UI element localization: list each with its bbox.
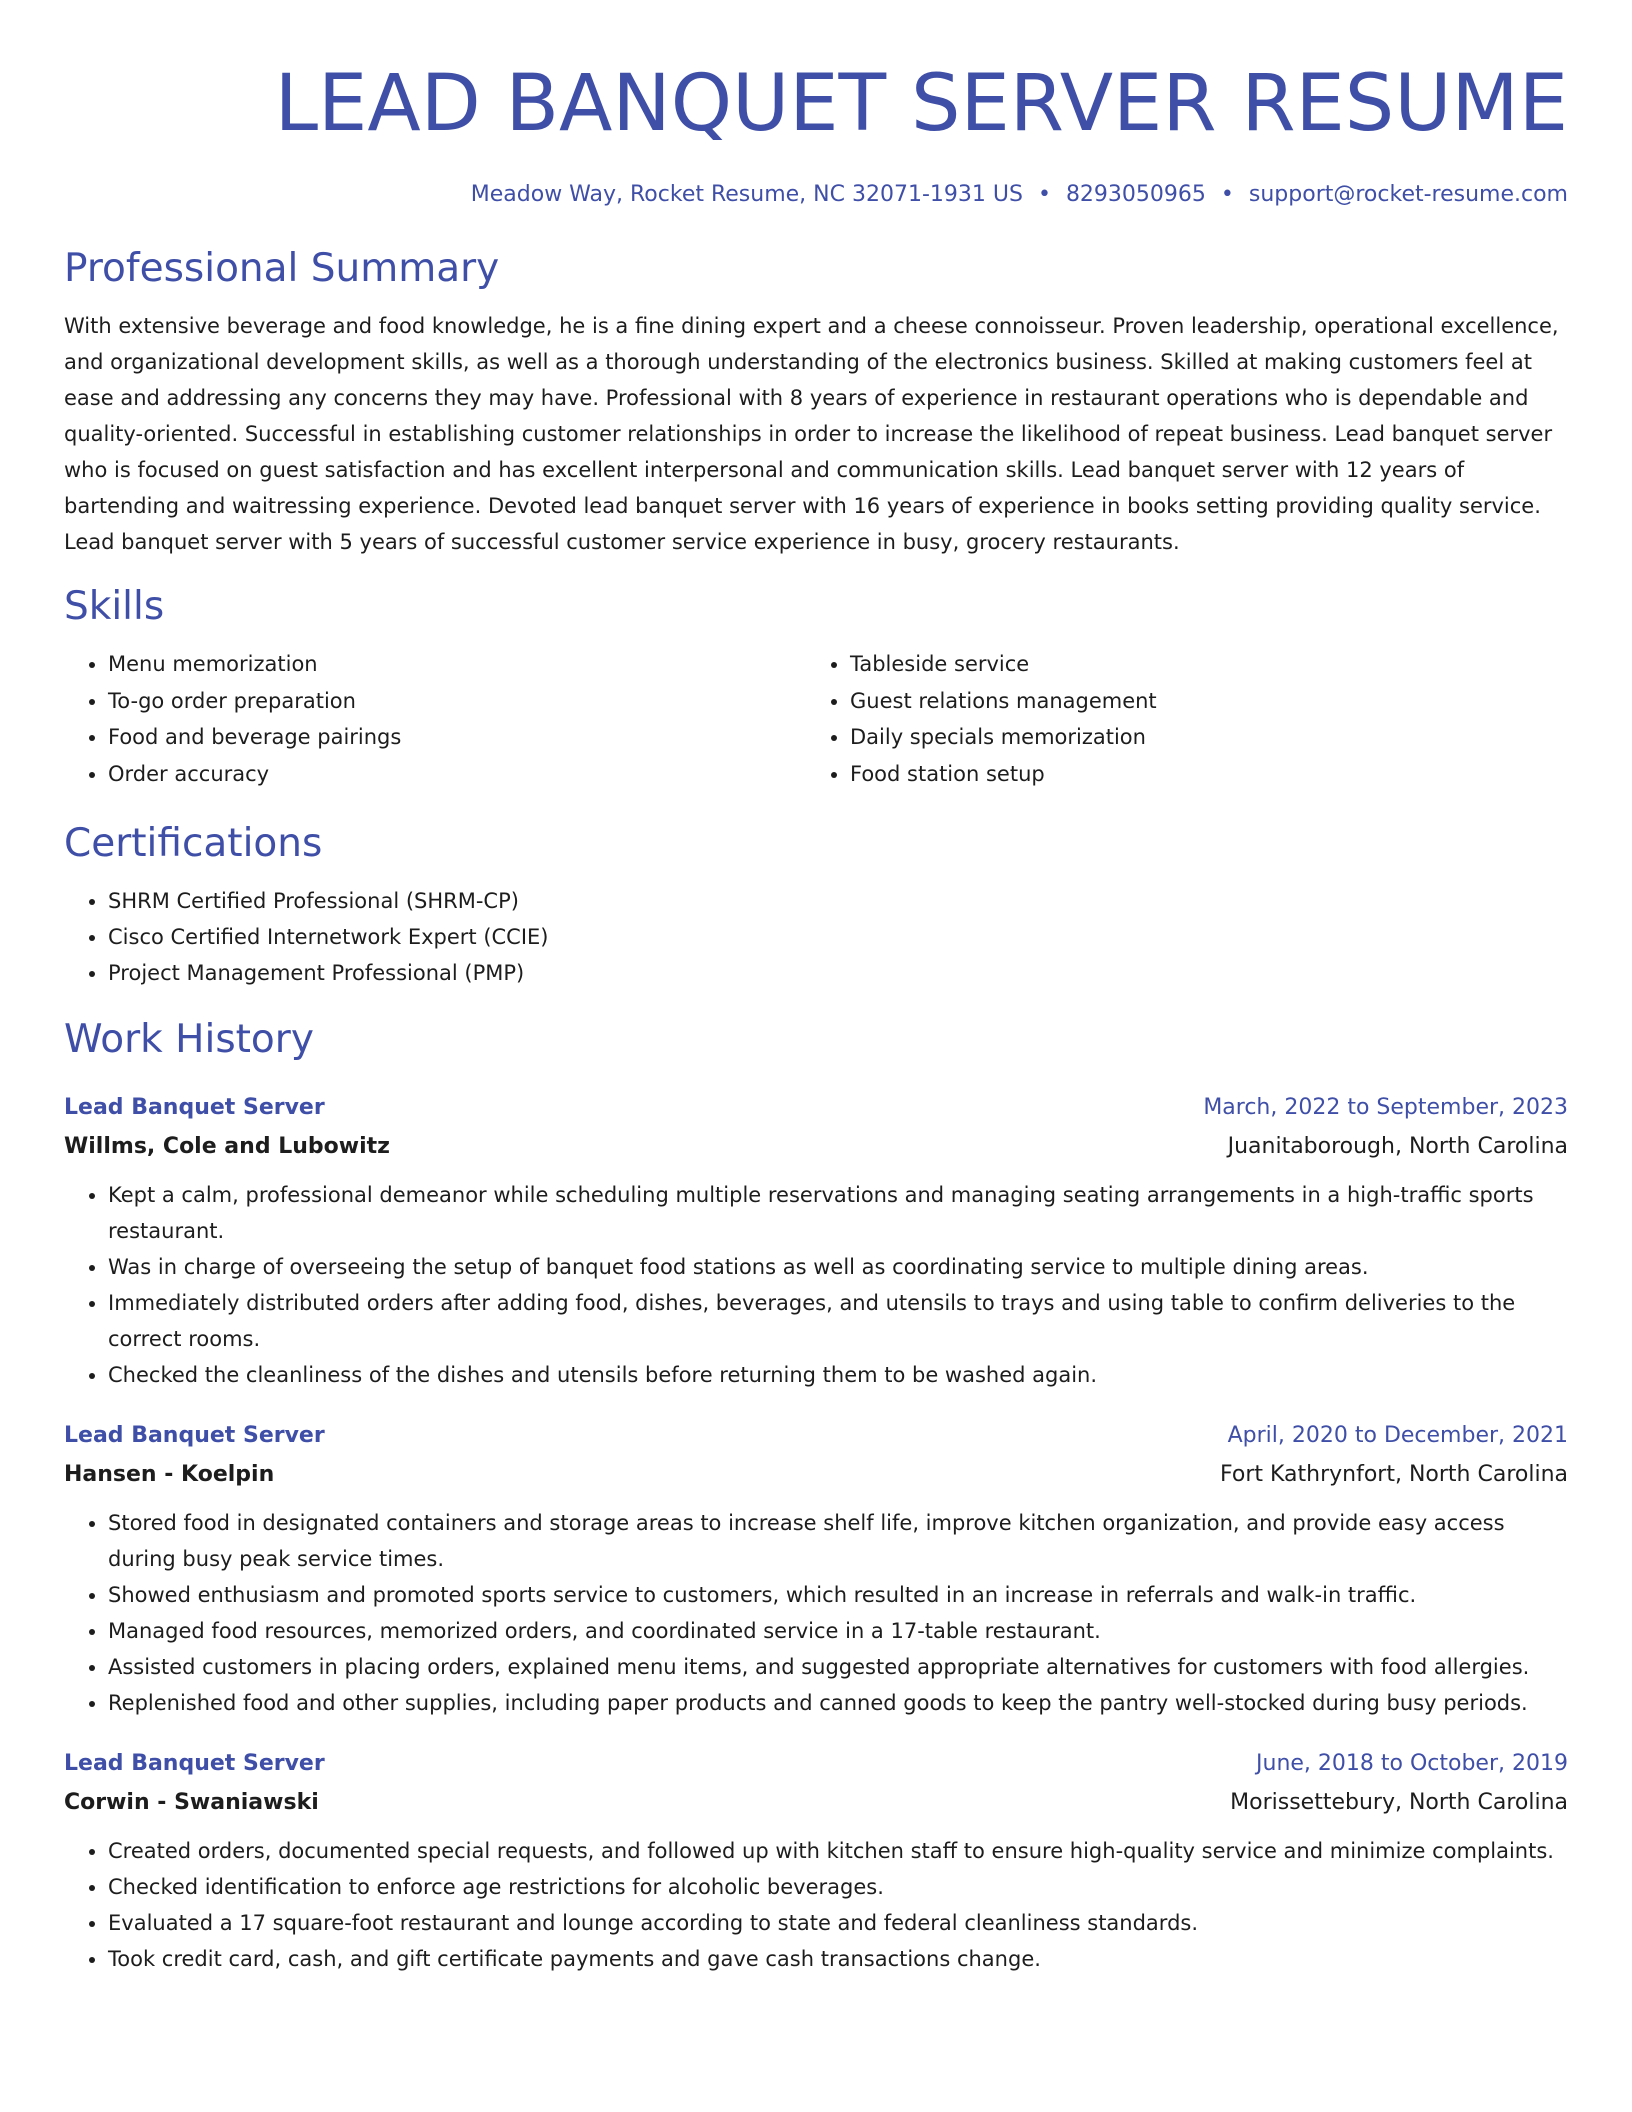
job-header-row xyxy=(64,1089,1568,1127)
resume-page xyxy=(64,0,1568,1977)
resume-title: LEAD BANQUET SERVER RESUME xyxy=(274,59,1568,149)
job-title: Lead Banquet Server xyxy=(64,1094,325,1120)
skill-item: • Guest relations management xyxy=(850,683,1548,720)
certification-item: • Cisco Certified Internetwork Expert (CCIE) xyxy=(108,919,1568,955)
job-company: Hansen - Koelpin xyxy=(64,1461,275,1487)
job-dates: March, 2022 to September, 2023 xyxy=(1203,1094,1568,1120)
certification-item: • SHRM Certified Professional (SHRM-CP) xyxy=(108,883,1568,919)
skill-item: • Food station setup xyxy=(850,756,1548,793)
work-history-heading: Work History xyxy=(64,1016,314,1062)
certifications-heading: Certifications xyxy=(64,820,323,866)
skill-item: • Menu memorization xyxy=(108,646,806,683)
job-header-row xyxy=(64,1417,1568,1455)
job-bullet: • Immediately distributed orders after adding food, dishes, beverages, and utensils to trays and using table to confirm deliveries to the correct rooms. xyxy=(108,1285,1568,1357)
skill-item: • Order accuracy xyxy=(108,756,806,793)
job-company-row xyxy=(64,1783,1568,1823)
contact-separator: • xyxy=(1037,182,1051,207)
certifications-list xyxy=(64,883,1568,991)
summary-heading: Professional Summary xyxy=(64,246,500,291)
contact-phone: 8293050965 xyxy=(1065,182,1206,207)
job-title: Lead Banquet Server xyxy=(64,1422,325,1448)
job-company-row xyxy=(64,1127,1568,1167)
job-bullets xyxy=(64,1833,1568,1977)
job-company-row xyxy=(64,1455,1568,1495)
contact-address: Meadow Way, Rocket Resume, NC 32071-1931 US xyxy=(470,182,1023,207)
job-company: Corwin - Swaniawski xyxy=(64,1789,319,1815)
job-bullet: • Checked the cleanliness of the dishes and utensils before returning them to be washed again. xyxy=(108,1357,1568,1393)
contact-email[interactable]: support@rocket-resume.com xyxy=(1248,182,1568,207)
job-entry xyxy=(64,1745,1568,1977)
job-bullet: • Stored food in designated containers and storage areas to increase shelf life, improve kitchen organization, and provide easy access during busy peak service times. xyxy=(108,1505,1568,1577)
job-bullet: • Created orders, documented special requests, and followed up with kitchen staff to ensure high-quality service and minimize complaints. xyxy=(108,1833,1568,1869)
job-bullet: • Managed food resources, memorized orders, and coordinated service in a 17-table restaurant. xyxy=(108,1613,1568,1649)
summary-text: With extensive beverage and food knowledge, he is a fine dining expert and a cheese connoisseur. Proven leadership, operational excellence, and organizational development skills, as well as a thorough understanding of the electronics business. Skilled at making customers feel at ease and addressing any concerns they may have. Professional with 8 years of experience in restaurant operations who is dependable and quality-oriented. Successful in establishing customer relationships in order to increase the likelihood of repeat business. Lead banquet server who is focused on guest satisfaction and has excellent interpersonal and communication skills. Lead banquet server with 12 years of bartending and waitressing experience. Devoted lead banquet server with 16 years of experience in books setting providing quality service. Lead banquet server with 5 years of successful customer service experience in busy, grocery restaurants. xyxy=(64,314,1559,554)
job-company: Willms, Cole and Lubowitz xyxy=(64,1133,390,1159)
job-location: Fort Kathrynfort, North Carolina xyxy=(1220,1461,1568,1487)
job-location: Morissettebury, North Carolina xyxy=(1230,1789,1568,1815)
job-dates: April, 2020 to December, 2021 xyxy=(1227,1422,1568,1448)
job-bullet: • Took credit card, cash, and gift certificate payments and gave cash transactions change. xyxy=(108,1941,1568,1977)
certification-item: • Project Management Professional (PMP) xyxy=(108,955,1568,991)
skills-heading: Skills xyxy=(64,584,165,629)
job-bullet: • Kept a calm, professional demeanor while scheduling multiple reservations and managing seating arrangements in a high-traffic sports restaurant. xyxy=(108,1177,1568,1249)
skill-item: • Tableside service xyxy=(850,646,1548,683)
job-location: Juanitaborough, North Carolina xyxy=(1227,1133,1568,1159)
job-bullets xyxy=(64,1505,1568,1721)
job-bullet: • Evaluated a 17 square-foot restaurant and lounge according to state and federal cleanliness standards. xyxy=(108,1905,1568,1941)
skills-list-right xyxy=(806,646,1548,793)
job-header-row xyxy=(64,1745,1568,1783)
skill-item: • Daily specials memorization xyxy=(850,719,1548,756)
skills-list-left xyxy=(64,646,806,793)
skill-item: • Food and beverage pairings xyxy=(108,719,806,756)
job-bullet: • Checked identification to enforce age restrictions for alcoholic beverages. xyxy=(108,1869,1568,1905)
contact-separator: • xyxy=(1220,182,1234,207)
job-bullet: • Showed enthusiasm and promoted sports service to customers, which resulted in an increase in referrals and walk-in traffic. xyxy=(108,1577,1568,1613)
job-dates: June, 2018 to October, 2019 xyxy=(1256,1750,1568,1776)
job-bullet: • Replenished food and other supplies, including paper products and canned goods to keep the pantry well-stocked during busy periods. xyxy=(108,1685,1568,1721)
skill-item: • To-go order preparation xyxy=(108,683,806,720)
job-bullet: • Was in charge of overseeing the setup of banquet food stations as well as coordinating service to multiple dining areas. xyxy=(108,1249,1568,1285)
job-bullets xyxy=(64,1177,1568,1393)
contact-line xyxy=(64,180,1568,210)
job-bullet: • Assisted customers in placing orders, explained menu items, and suggested appropriate alternatives for customers with food allergies. xyxy=(108,1649,1568,1685)
job-entry xyxy=(64,1089,1568,1393)
skills-grid xyxy=(64,646,1568,793)
job-entry xyxy=(64,1417,1568,1721)
job-title: Lead Banquet Server xyxy=(64,1750,325,1776)
